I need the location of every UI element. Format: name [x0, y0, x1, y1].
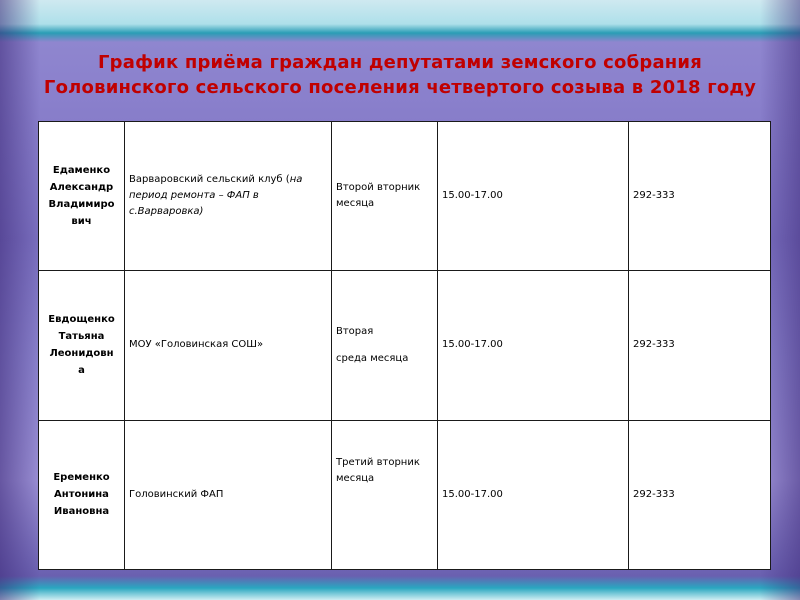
phone-cell — [629, 271, 771, 420]
title-line-1: График приёма граждан депутатами земского собрания — [97, 52, 703, 73]
reception-place-cell — [125, 122, 332, 271]
day-text-part-2: среда месяца — [336, 352, 409, 364]
place-text: Головинский ФАП — [129, 488, 224, 500]
reception-day-cell — [332, 122, 438, 271]
reception-time-cell — [438, 420, 629, 569]
phone-text: 292-333 — [633, 488, 675, 500]
name-line: Александр — [49, 182, 114, 194]
day-text-part-1: Вторая — [336, 325, 374, 337]
reception-place-cell — [125, 271, 332, 420]
deputy-name-cell — [39, 271, 125, 420]
name-line: Евдощенко — [48, 314, 115, 326]
deputy-name-cell — [39, 122, 125, 271]
name-line: Антонина — [54, 489, 109, 501]
name-line: вич — [71, 216, 92, 228]
reception-day-cell — [332, 271, 438, 420]
day-text: Второй вторник месяца — [336, 182, 421, 210]
reception-time-cell — [438, 122, 629, 271]
reception-place-cell — [125, 420, 332, 569]
time-text: 15.00-17.00 — [442, 488, 503, 500]
name-line: Владимиро — [48, 199, 115, 211]
place-text: Варваровский сельский клуб ( — [129, 174, 290, 186]
name-line: Еременко — [53, 472, 110, 484]
deputy-name-cell — [39, 420, 125, 569]
phone-cell — [629, 122, 771, 271]
page-title — [0, 50, 800, 100]
schedule-table — [38, 121, 771, 570]
phone-text: 292-333 — [633, 339, 675, 351]
name-line: Татьяна — [58, 331, 105, 343]
day-text: Третий вторник месяца — [336, 456, 420, 484]
place-note-text: на период ремонта – ФАП в с.Варваровка) — [129, 174, 303, 218]
name-line: а — [78, 365, 85, 377]
name-line: Ивановна — [53, 506, 110, 518]
place-text: МОУ «Головинская СОШ» — [129, 339, 264, 351]
reception-time-cell — [438, 271, 629, 420]
name-line: Леонидовн — [49, 348, 114, 360]
time-text: 15.00-17.00 — [442, 339, 503, 351]
name-line: Едаменко — [52, 165, 111, 177]
phone-cell — [629, 420, 771, 569]
schedule-table-container — [38, 121, 770, 570]
table-row — [39, 420, 771, 569]
table-row — [39, 271, 771, 420]
table-row — [39, 122, 771, 271]
reception-day-cell — [332, 420, 438, 569]
time-text: 15.00-17.00 — [442, 190, 503, 202]
title-line-2: Головинского сельского поселения четвертого созыва в 2018 году — [43, 77, 757, 98]
phone-text: 292-333 — [633, 190, 675, 202]
